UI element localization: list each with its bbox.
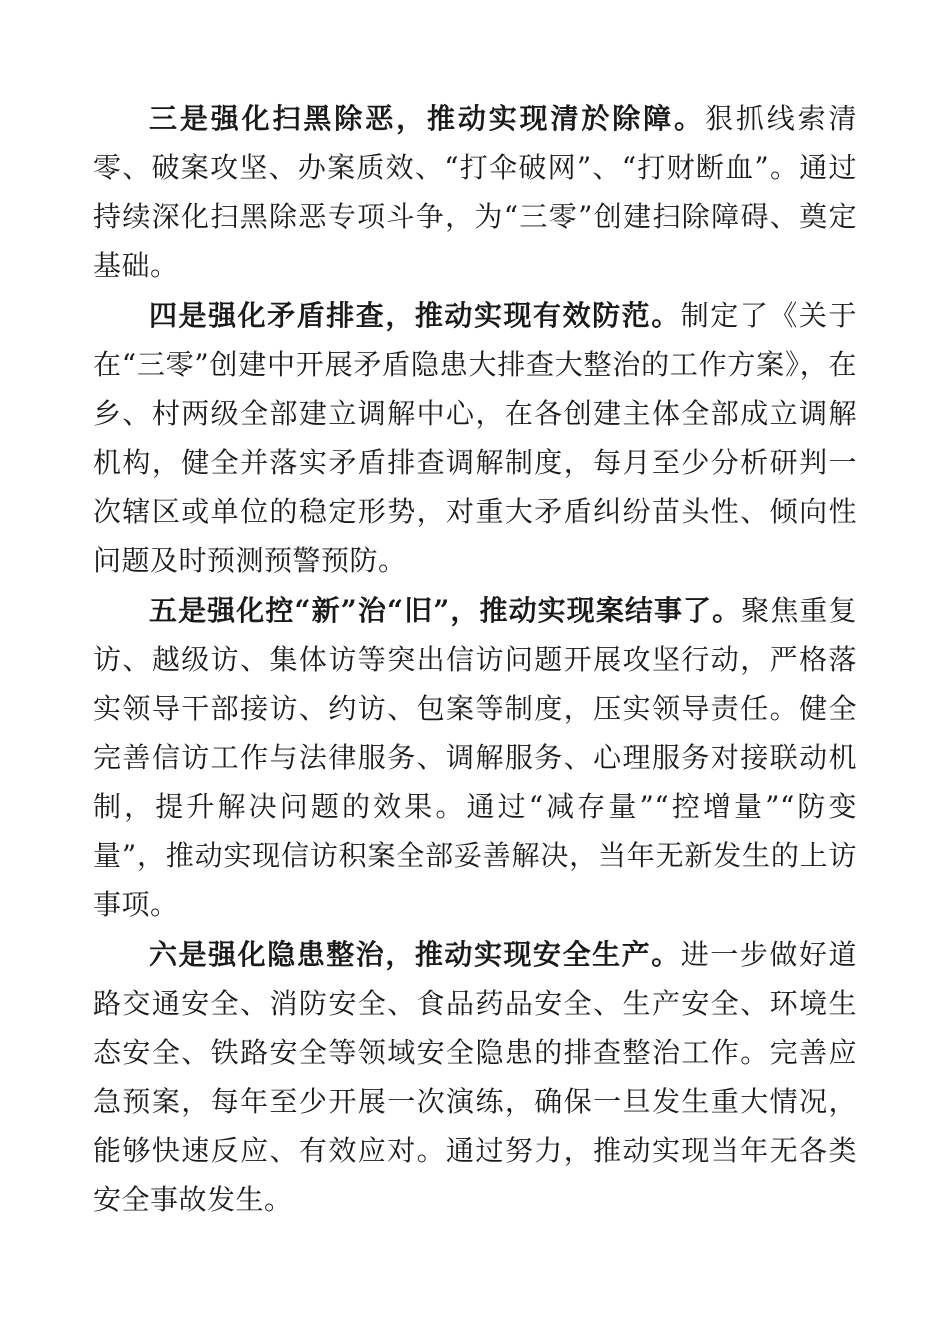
- paragraph-conflict-screening: [93, 291, 857, 585]
- paragraph-heading: 三是强化扫黑除恶，推动实现清於除障。: [149, 102, 705, 135]
- paragraph-body: 聚焦重复访、越级访、集体访等突出信访问题开展攻坚行动，严格落实领导干部接访、约访、包案等制度，压实领导责任。健全完善信访工作与法律服务、调解服务、心理服务对接联动机制，提升解决问题的效果。通过“减存量”“控增量”“防变量”，推动实现信访积案全部妥善解决，当年无新发生的上访事项。: [93, 594, 857, 921]
- paragraph-heading: 四是强化矛盾排查，推动实现有效防范。: [149, 299, 681, 332]
- paragraph-body: 狠抓线索清零、破案攻坚、办案质效、“打伞破网”、“打财断血”。通过持续深化扫黑除恶专项斗争，为“三零”创建扫除障碍、奠定基础。: [93, 102, 857, 282]
- paragraph-sweeping-crime: [93, 94, 857, 290]
- document-page: [93, 94, 857, 1225]
- paragraph-heading: 六是强化隐患整治，推动实现安全生产。: [149, 938, 681, 971]
- paragraph-heading: 五是强化控“新”治“旧”，推动实现案结事了。: [149, 594, 742, 627]
- paragraph-body: 制定了《关于在“三零”创建中开展矛盾隐患大排查大整治的工作方案》，在乡、村两级全部建立调解中心，在各创建主体全部成立调解机构，健全并落实矛盾排查调解制度，每月至少分析研判一次辖区或单位的稳定形势，对重大矛盾纠纷苗头性、倾向性问题及时预测预警预防。: [93, 299, 857, 577]
- paragraph-safety-production: [93, 930, 857, 1224]
- paragraph-petition-control: [93, 586, 857, 929]
- paragraph-body: 进一步做好道路交通安全、消防安全、食品药品安全、生产安全、环境生态安全、铁路安全等领域安全隐患的排查整治工作。完善应急预案，每年至少开展一次演练，确保一旦发生重大情况，能够快速反应、有效应对。通过努力，推动实现当年无各类安全事故发生。: [93, 938, 857, 1216]
